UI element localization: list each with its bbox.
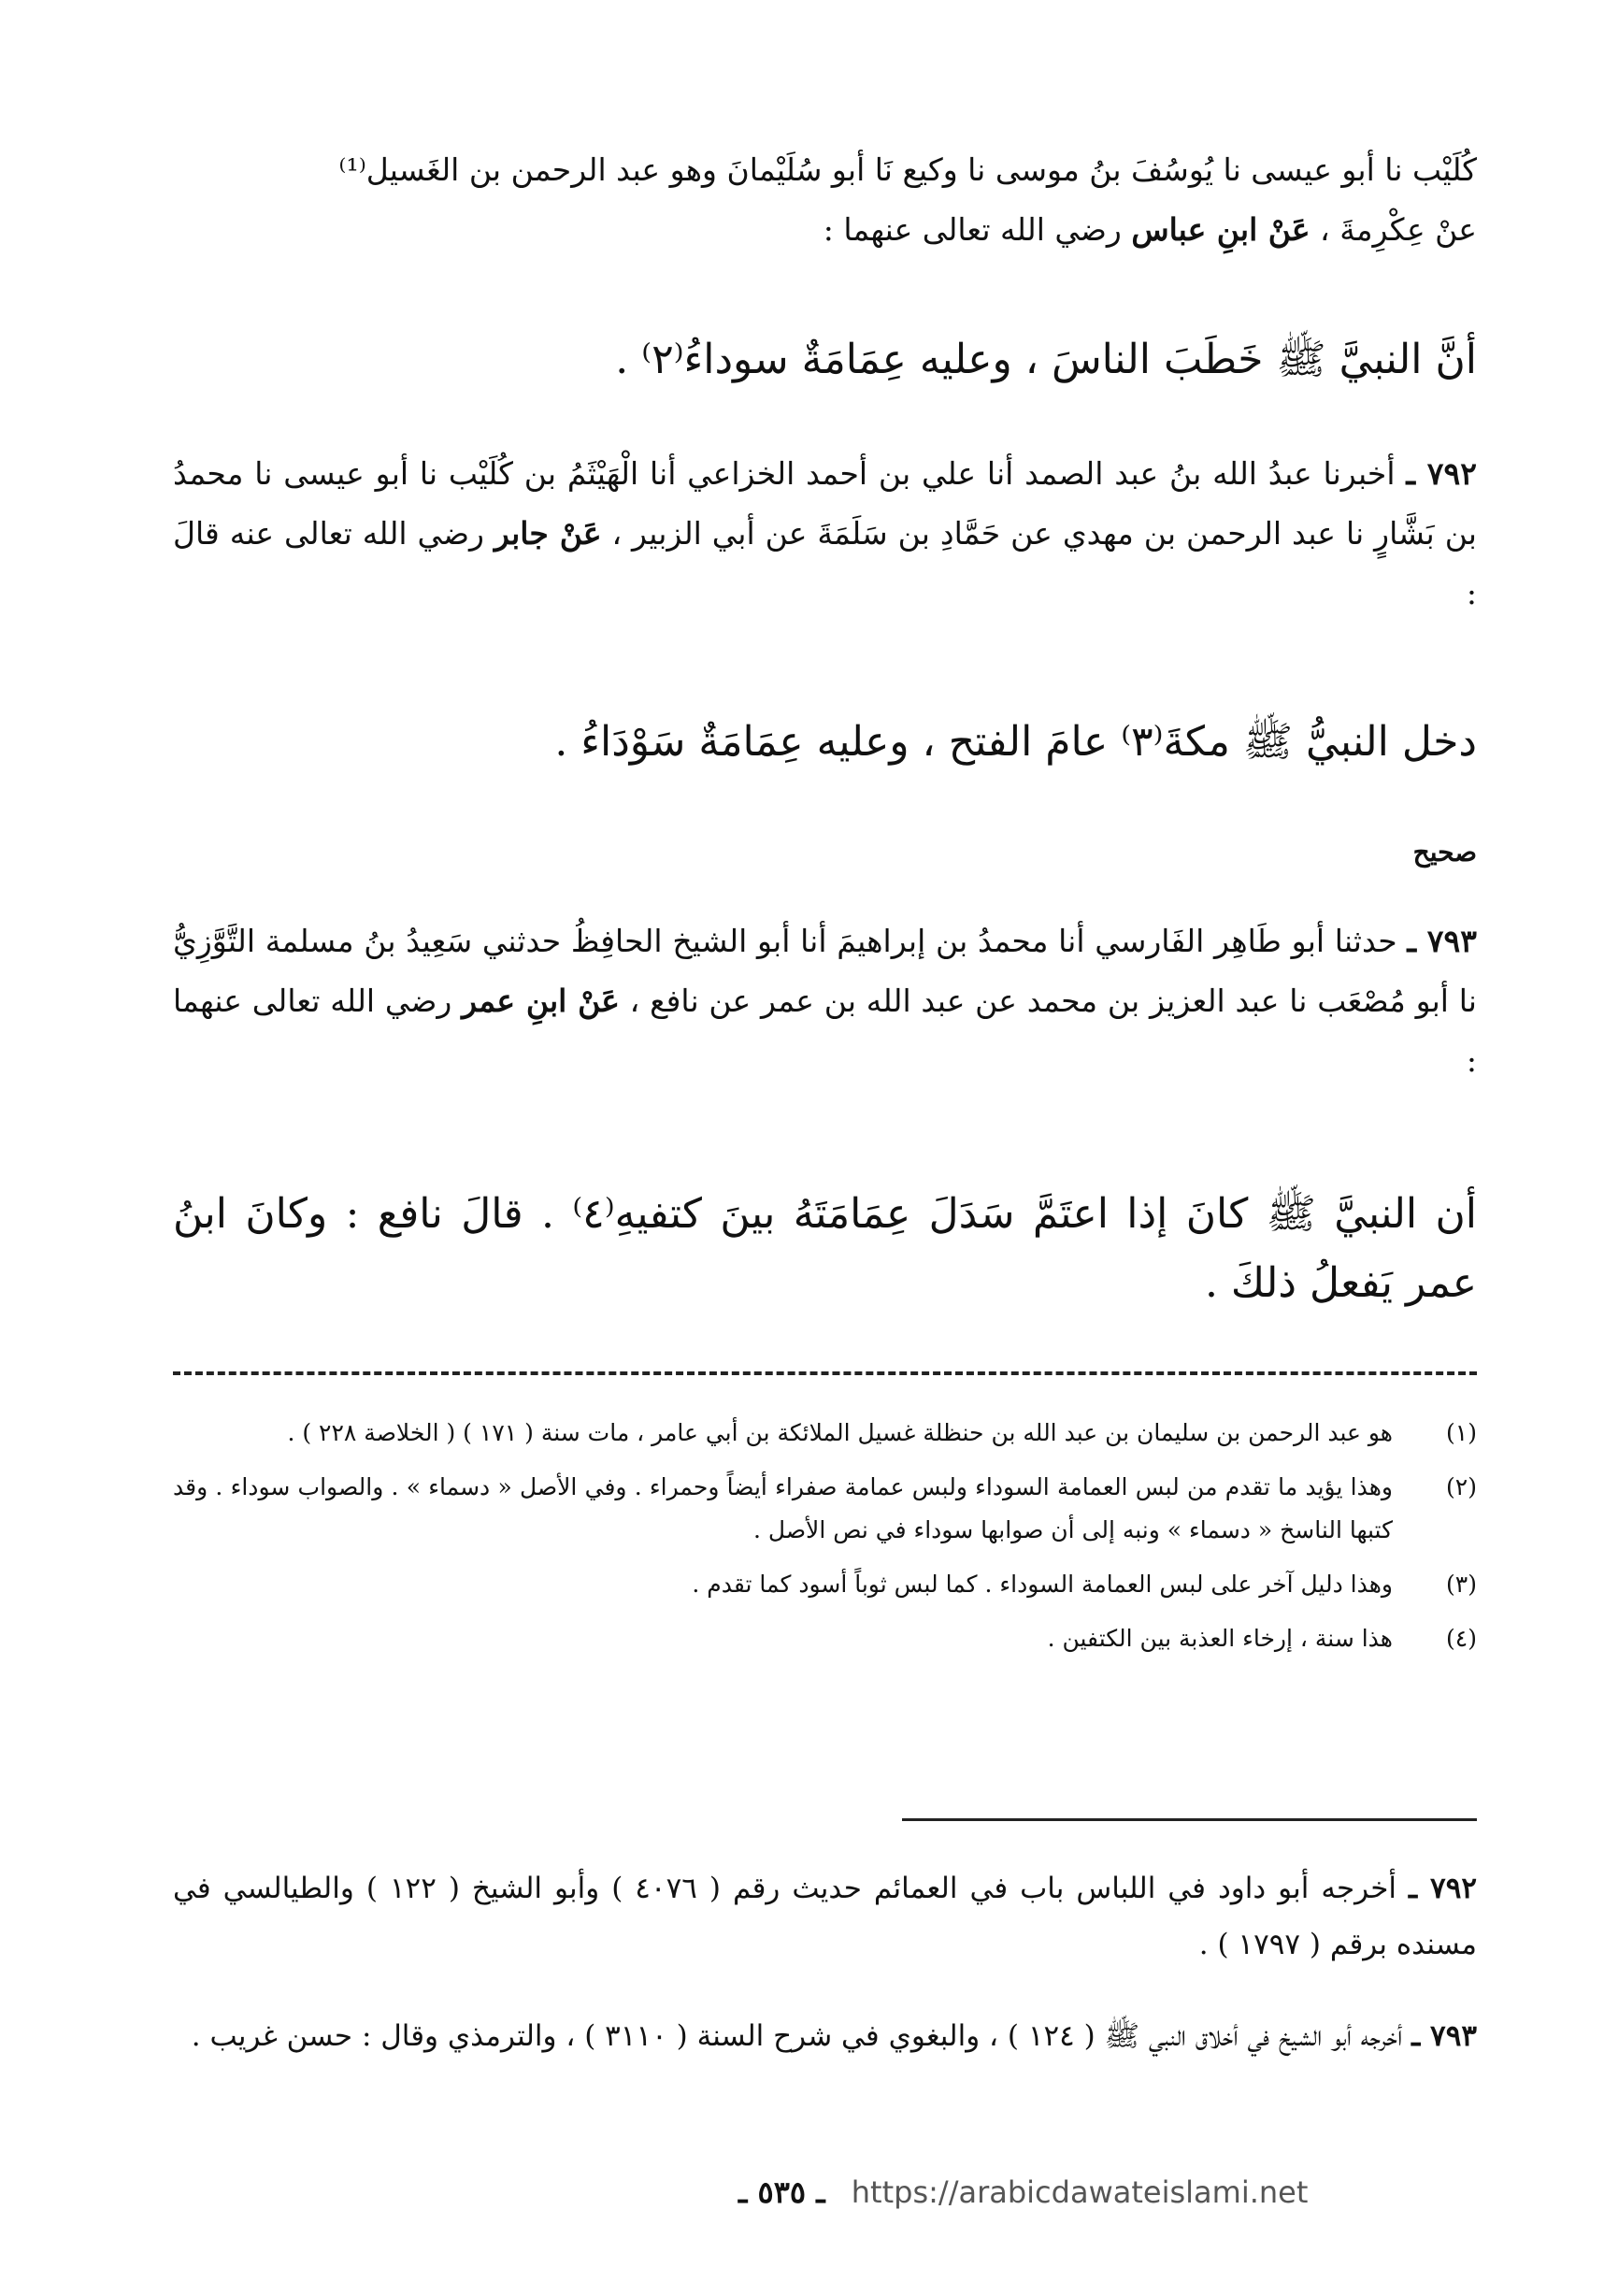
footnote-text: هو عبد الرحمن بن سليمان بن عبد الله بن حنظلة غسيل الملائكة بن أبي عامر ، مات سنة ( ١٧١ ) ( الخلاصة ٢٢٨ ) .	[287, 1419, 1393, 1446]
footnote-text: وهذا دليل آخر على لبس العمامة السوداء . كما لبس ثوباً أسود كما تقدم .	[692, 1571, 1393, 1598]
takhrij-793	[173, 2008, 1477, 2064]
hadith-matn-793: أن النبيَّ ﷺ كانَ إذا اعتَمَّ سَدَلَ عِمَامَتَهُ بينَ كتفيهِ⁽٤⁾ . قالَ نافع : وكانَ ابنُ عمر يَفعلُ ذلكَ .	[173, 1190, 1477, 1307]
narrator-companion: عَنْ جابر	[494, 515, 602, 552]
takhrij-792	[173, 1860, 1477, 1973]
footnote-label: (٢)	[1446, 1473, 1477, 1500]
source-number: ٧٩٣ ـ	[1411, 2019, 1477, 2053]
opening-line-2-pre: عنْ عِكْرِمةَ ،	[1310, 211, 1477, 248]
isnad-text-pre: أخبرنا عبدُ الله بنُ عبد الصمد أنا علي بن أحمد الخزاعي أنا الْهَيْثَمُ بن كُلَيْب نا أبو عيسى نا محمدُ بن بَشَّارٍ نا عبد الرحمن بن مهدي عن حَمَّادِ بن سَلَمَةَ عن أبي الزبير ،	[173, 455, 1477, 552]
footnotes	[173, 1412, 1477, 1672]
isnad-text-pre: حدثنا أبو طَاهِر الفَارسي أنا محمدُ بن إبراهيمَ أنا أبو الشيخ الحافِظُ حدثني سَعِيدُ بنُ مسلمة التَّوَّزِيُّ نا أبو مُصْعَب نا عبد العزيز بن محمد عن عبد الله بن عمر عن نافع ،	[173, 923, 1477, 1019]
hadith-isnad-793	[173, 911, 1477, 1091]
narrator-companion: عَنْ ابنِ عباس	[1131, 211, 1310, 248]
isnad-text-post: رضي الله تعالى عنهما :	[173, 983, 1477, 1079]
opening-isnad	[173, 140, 1477, 260]
hadith-isnad-792	[173, 444, 1477, 624]
hadith-grading: صحيح	[1412, 837, 1477, 868]
footnote-item	[173, 1466, 1477, 1552]
hadith-number: ٧٩٣ ـ	[1407, 923, 1477, 959]
hadith-matn-791: أنَّ النبيَّ ﷺ خَطَبَ الناسَ ، وعليه عِمَامَةٌ سوداءُ⁽٢⁾ .	[615, 336, 1477, 383]
hadith-matn-792: دخل النبيُّ ﷺ مكةَ⁽٣⁾ عامَ الفتح ، وعليه عِمَامَةٌ سَوْدَاءُ .	[554, 718, 1477, 766]
isnad-text-post: رضي الله تعالى عنه قالَ :	[173, 515, 1477, 611]
footnote-text: هذا سنة ، إرخاء العذبة بين الكتفين .	[1047, 1625, 1393, 1652]
opening-line-2	[173, 200, 1477, 260]
footnote-label: (١)	[1446, 1419, 1477, 1446]
footnote-item	[173, 1563, 1477, 1606]
opening-line-2-post: رضي الله تعالى عنهما :	[823, 211, 1132, 248]
footnote-item	[173, 1617, 1477, 1660]
hadith-number: ٧٩٢ ـ	[1406, 455, 1477, 492]
opening-line-1: كُلَيْب نا أبو عيسى نا يُوسُفَ بنُ موسى نا وكيع نَا أبو سُلَيْمانَ وهو عبد الرحمن بن الغَسيل⁽¹⁾	[338, 151, 1477, 188]
sources-separator	[902, 1818, 1477, 1821]
footnote-label: (٣)	[1446, 1571, 1477, 1598]
page-footer	[738, 2174, 1308, 2210]
footnote-label: (٤)	[1446, 1625, 1477, 1652]
footnote-item	[173, 1412, 1477, 1455]
source-number: ٧٩٢ ـ	[1409, 1872, 1477, 1905]
watermark-url: https://arabicdawateislami.net	[851, 2174, 1309, 2210]
footnote-separator	[173, 1371, 1477, 1375]
footnote-text: وهذا يؤيد ما تقدم من لبس العمامة السوداء ولبس عمامة صفراء أيضاً وحمراء . وفي الأصل « دسماء » . والصواب سوداء . وقد كتبها الناسخ « دسماء » ونبه إلى أن صوابها سوداء في نص الأصل .	[173, 1473, 1393, 1543]
narrator-companion: عَنْ ابنِ عمر	[462, 983, 620, 1019]
source-text: أخرجه أبو داود في اللباس باب في العمائم حديث رقم ( ٤٠٧٦ ) وأبو الشيخ ( ١٢٢ ) والطيالسي في مسنده برقم ( ١٧٩٧ ) .	[173, 1872, 1477, 1961]
page-number: ـ ٥٣٥ ـ	[738, 2174, 825, 2210]
source-text: أخرجه أبو الشيخ في أخلاق النبي ﷺ ( ١٢٤ ) ، والبغوي في شرح السنة ( ٣١١٠ ) ، والترمذي وقال : حسن غريب .	[191, 2019, 1412, 2053]
